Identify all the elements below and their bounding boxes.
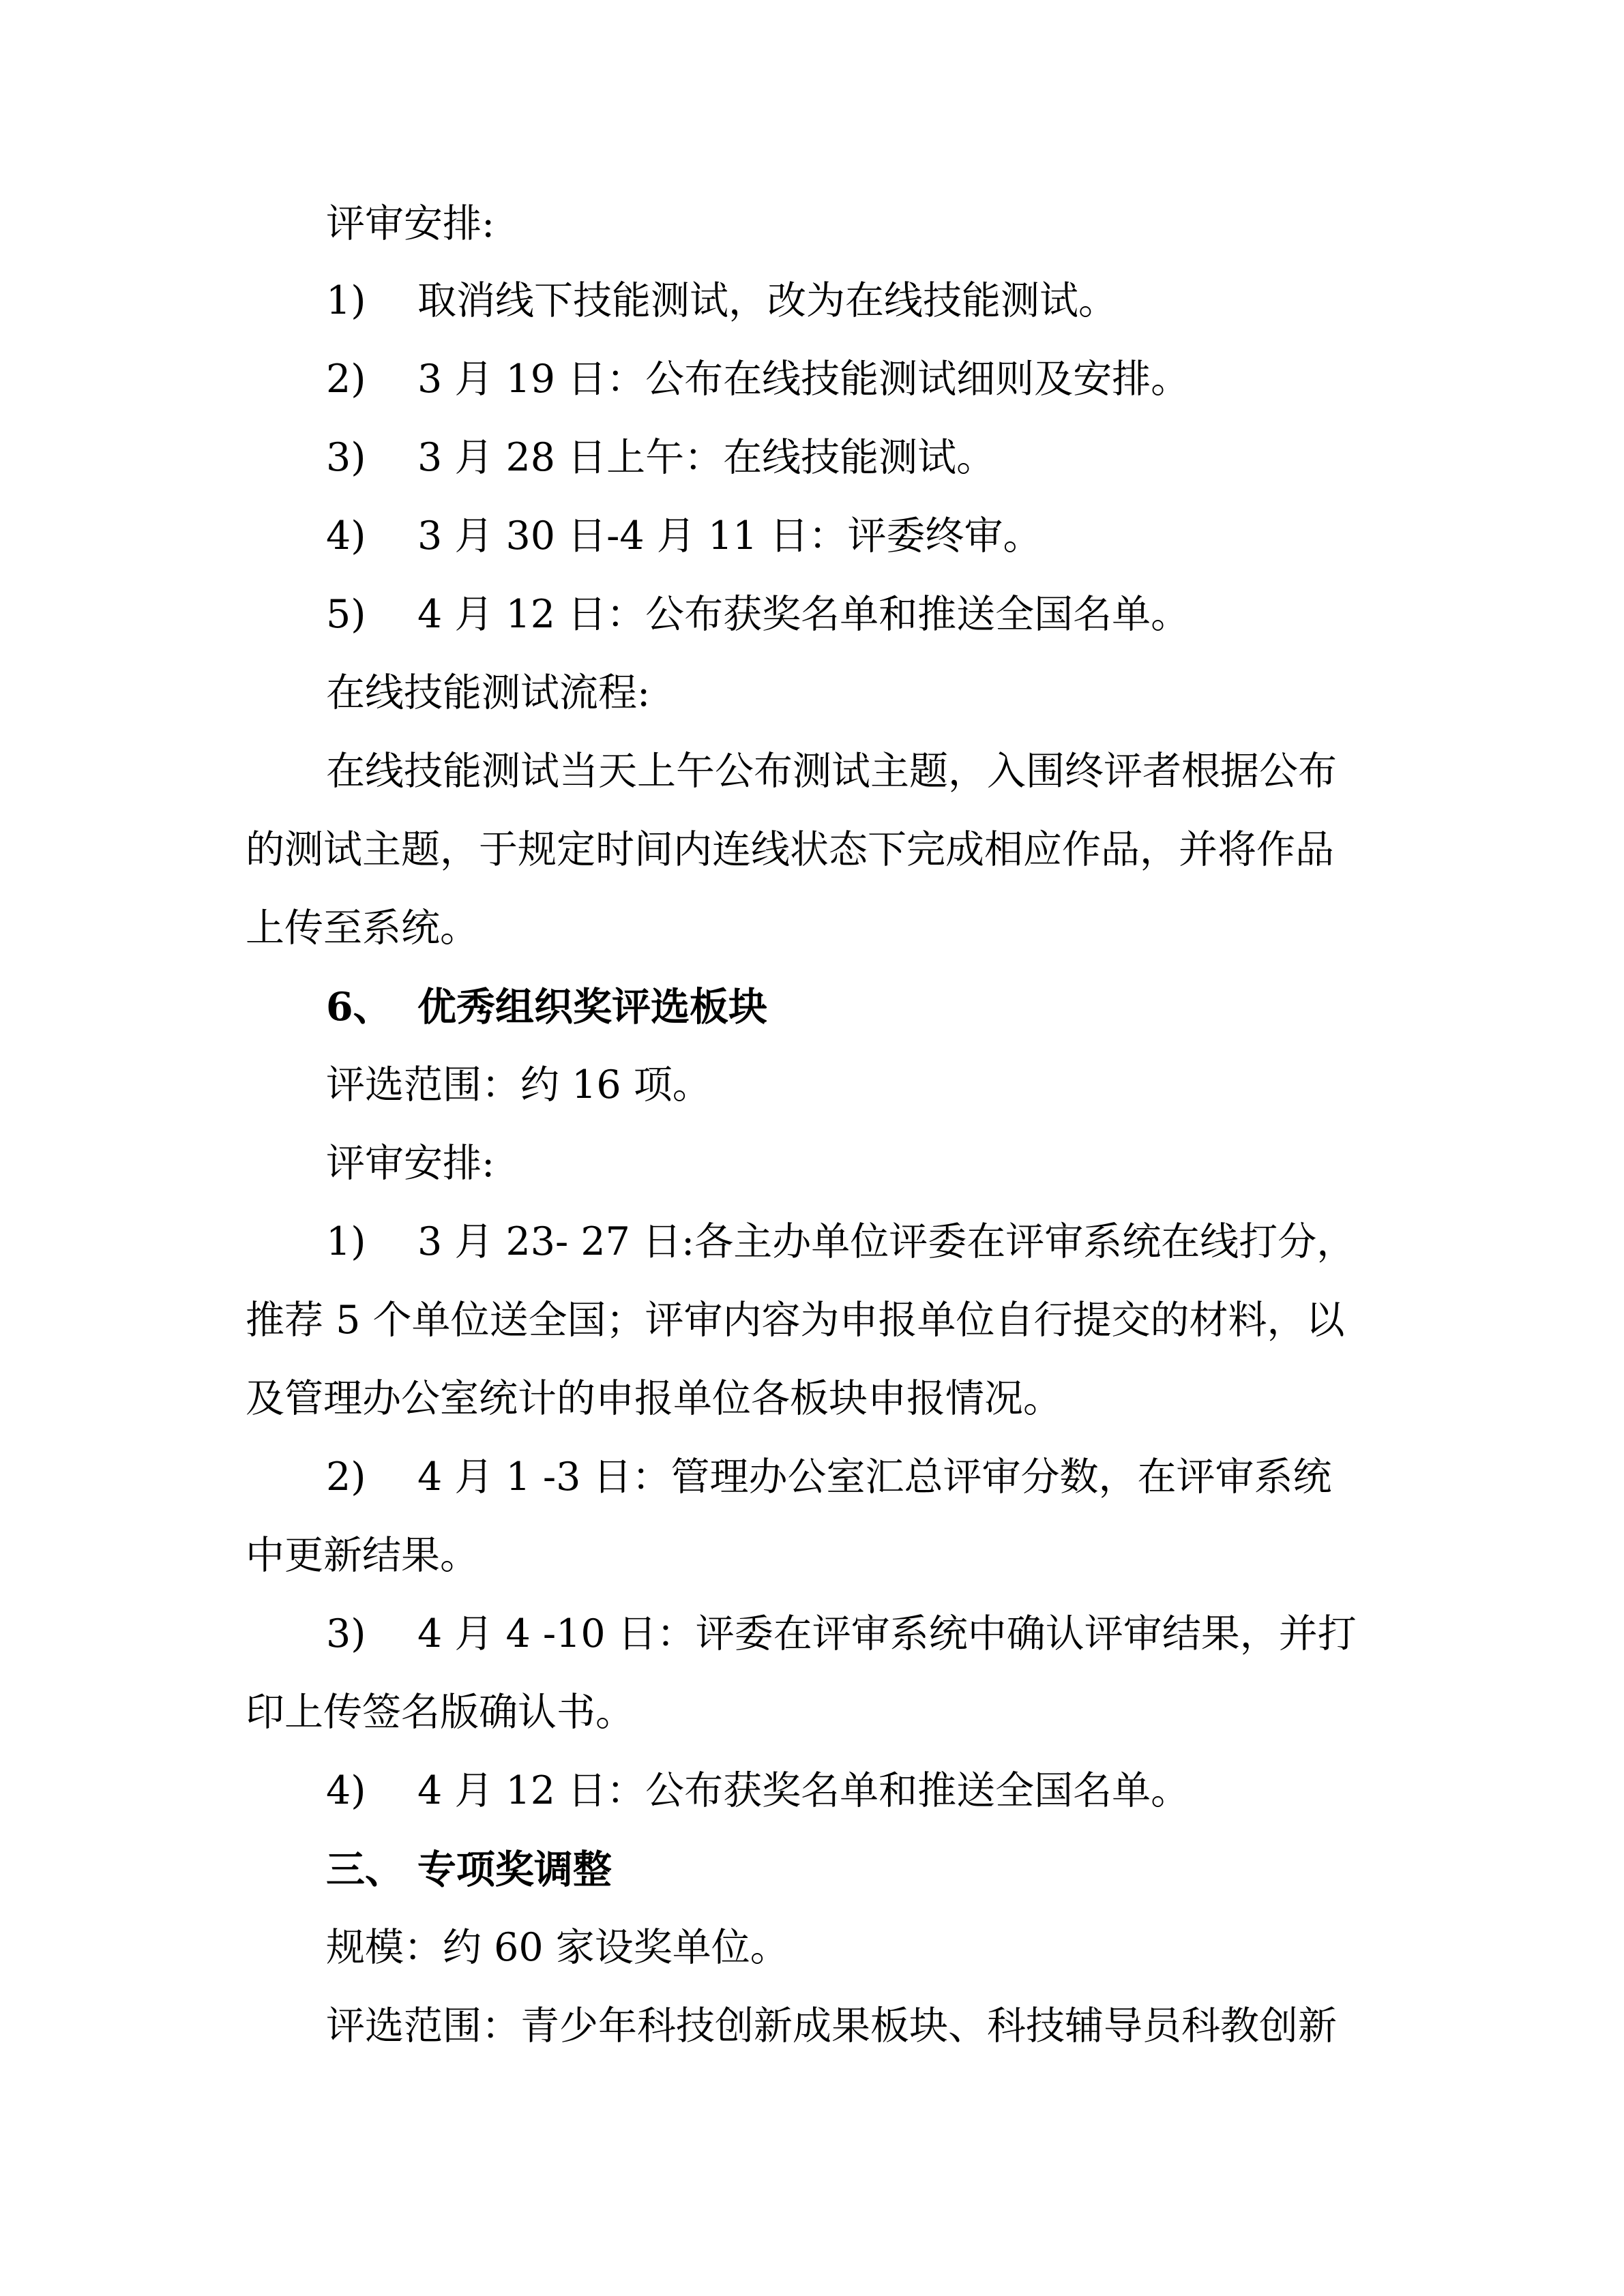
paragraph-line: 推荐 5 个单位送全国；评审内容为申报单位自行提交的材料，以	[246, 1298, 1345, 1343]
list-number: 2)	[326, 357, 366, 402]
list-number: 3)	[326, 1611, 366, 1656]
paragraph-line: 上传至系统。	[246, 906, 479, 951]
list-item-text: 3 月 19 日：公布在线技能测试细则及安排。	[417, 357, 1190, 402]
section-number: 6、	[326, 984, 392, 1030]
list-item-text: 取消线下技能测试，改为在线技能测试。	[417, 278, 1117, 323]
paragraph-line: 印上传签名版确认书。	[246, 1690, 634, 1735]
list-number: 5)	[326, 592, 366, 637]
paragraph-line: 评选范围：约 16 项。	[326, 1062, 711, 1107]
list-item-text: 3 月 28 日上午：在线技能测试。	[417, 435, 996, 480]
list-number: 4)	[326, 1768, 366, 1813]
list-item-text: 4 月 12 日：公布获奖名单和推送全国名单。	[417, 1768, 1190, 1813]
paragraph-line: 在线技能测试当天上午公布测试主题，入围终评者根据公布	[326, 749, 1337, 794]
paragraph-line: 的测试主题，于规定时间内连线状态下完成相应作品，并将作品	[246, 827, 1334, 872]
section-title: 优秀组织奖评选板块	[417, 984, 767, 1030]
paragraph-line: 评选范围：青少年科技创新成果板块、科技辅导员科教创新	[326, 2003, 1337, 2048]
list-item-text: 3 月 23- 27 日:各主办单位评委在评审系统在线打分，	[417, 1219, 1356, 1264]
list-number: 3)	[326, 435, 366, 480]
paragraph-line: 规模：约 60 家设奖单位。	[326, 1925, 789, 1970]
list-number: 1)	[326, 278, 366, 323]
list-item-text: 3 月 30 日-4 月 11 日：评委终审。	[417, 513, 1042, 558]
list-item-text: 4 月 1 -3 日：管理办公室汇总评审分数，在评审系统	[417, 1455, 1332, 1500]
section-title: 三、 专项奖调整	[326, 1847, 612, 1892]
heading-online-test-process: 在线技能测试流程:	[326, 670, 651, 715]
list-item-text: 4 月 4 -10 日：评委在评审系统中确认评审结果，并打	[417, 1611, 1357, 1656]
heading-review-schedule: 评审安排:	[326, 1141, 495, 1186]
list-number: 2)	[326, 1455, 366, 1500]
heading-review-schedule: 评审安排:	[326, 201, 495, 246]
paragraph-line: 中更新结果。	[246, 1533, 479, 1578]
list-item-text: 4 月 12 日：公布获奖名单和推送全国名单。	[417, 592, 1190, 637]
paragraph-line: 及管理办公室统计的申报单位各板块申报情况。	[246, 1376, 1062, 1421]
list-number: 1)	[326, 1219, 366, 1264]
list-number: 4)	[326, 513, 366, 558]
